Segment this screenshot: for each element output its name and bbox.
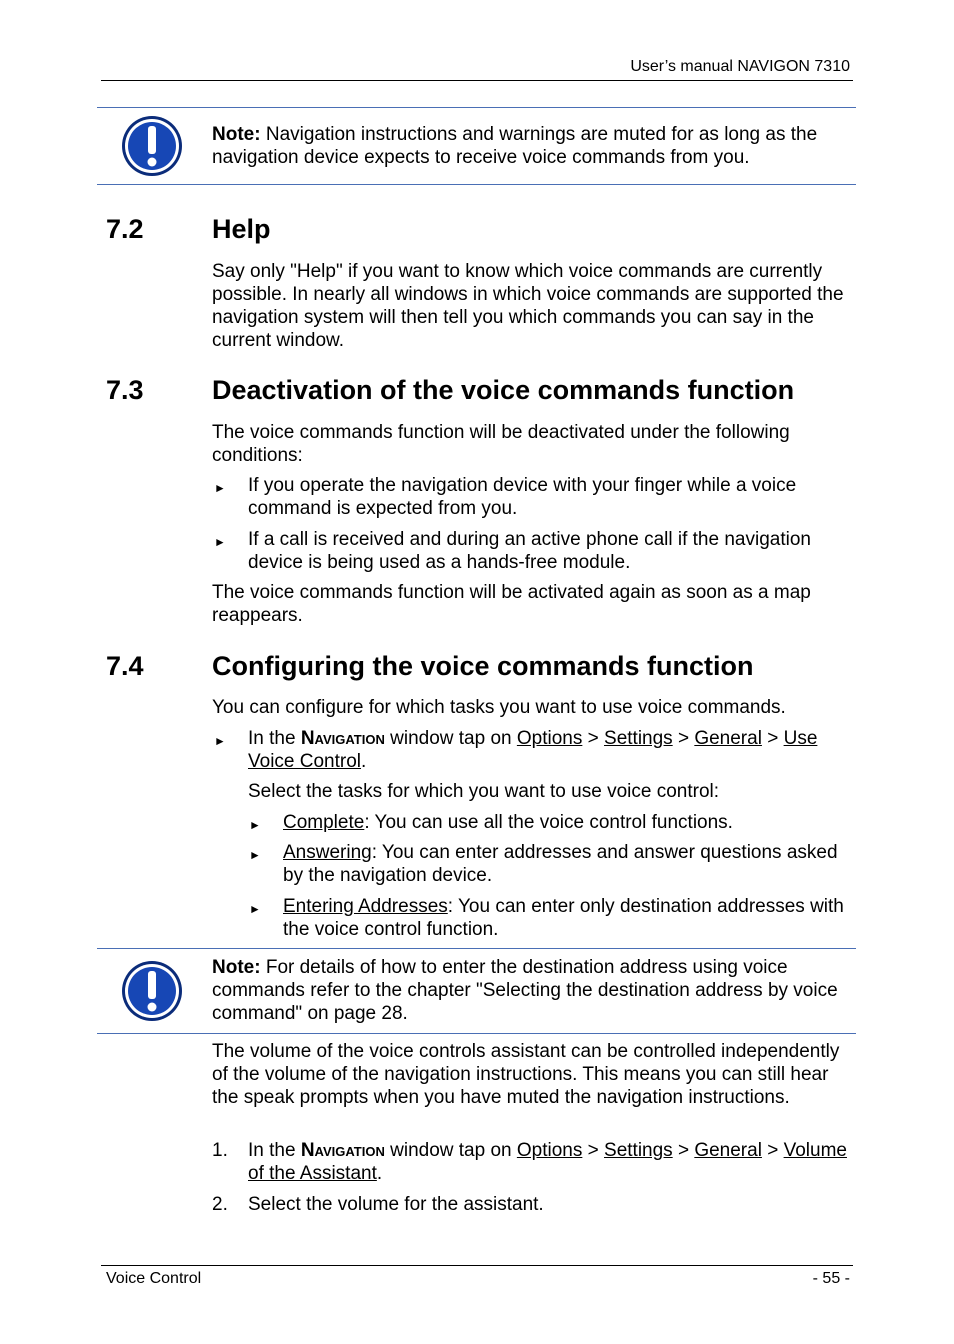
volume-step-1 [248, 1139, 852, 1185]
subitem-complete [283, 811, 852, 834]
exclamation-icon [121, 115, 183, 177]
note2-label: Note: [212, 957, 261, 978]
path-separator: > [672, 728, 695, 749]
options-link[interactable]: Options [516, 728, 583, 749]
settings-link[interactable]: Settings [604, 1140, 673, 1161]
subitem-text: : You can enter addresses and answer questions asked by the navigation device. [283, 842, 838, 886]
section-7-2-title: Help [212, 214, 271, 244]
entering-addresses-option[interactable]: Entering Addresses [283, 896, 448, 917]
step-end: . [361, 751, 367, 772]
general-link[interactable]: General [694, 1140, 762, 1161]
note2-body: For details of how to enter the destination address using voice commands refer to the chapter "Selecting the destination address by voice command" on page 28. [212, 957, 838, 1024]
step-end: . [376, 1163, 383, 1184]
path-separator: > [761, 728, 784, 749]
step-number: 1. [212, 1140, 228, 1161]
note1-text [212, 123, 852, 169]
section-7-4-number: 7.4 [106, 651, 144, 681]
options-link[interactable]: Options [516, 1140, 583, 1161]
section-7-3-para1: The voice commands function will be deactivated under the following conditions: [212, 422, 790, 466]
triangle-right-icon: ► [249, 848, 261, 862]
page-header-title: User’s manual NAVIGON 7310 [630, 58, 850, 75]
section-7-2-number: 7.2 [106, 214, 144, 244]
section-7-4-step [248, 727, 852, 773]
step-prefix: In the [248, 728, 301, 749]
subitem-text: : You can use all the voice control functions. [364, 812, 733, 833]
triangle-right-icon: ► [249, 902, 261, 916]
triangle-right-icon: ► [214, 481, 226, 495]
section-7-3-para2: The voice commands function will be activated again as soon as a map reappears. [212, 582, 811, 626]
note1-body: Navigation instructions and warnings are muted for as long as the navigation device expects to receive voice commands from you. [212, 124, 818, 168]
settings-link[interactable]: Settings [604, 728, 673, 749]
note2-bottom-rule [97, 1033, 856, 1034]
triangle-right-icon: ► [214, 535, 226, 549]
path-separator: > [582, 1140, 605, 1161]
window-name: Navigation [300, 728, 385, 749]
subitem-answering [283, 841, 852, 887]
section-7-3-bullet-2: If a call is received and during an active phone call if the navigation device is being used as a hands-free module. [248, 529, 811, 573]
section-7-3-number: 7.3 [106, 375, 144, 405]
note2-text [212, 956, 852, 1025]
complete-option[interactable]: Complete [283, 812, 365, 833]
exclamation-icon [121, 960, 183, 1022]
step-mid: window tap on [384, 728, 517, 749]
path-separator: > [582, 728, 605, 749]
volume-step-2: Select the volume for the assistant. [248, 1194, 544, 1215]
section-7-4-title: Configuring the voice commands function [212, 651, 754, 681]
window-name: Navigation [300, 1140, 385, 1161]
note1-bottom-rule [97, 184, 856, 185]
path-separator: > [761, 1140, 784, 1161]
path-separator: > [672, 1140, 695, 1161]
footer-rule [101, 1265, 853, 1266]
section-7-3-title: Deactivation of the voice commands function [212, 375, 795, 405]
section-7-4-intro: You can configure for which tasks you want to use voice commands. [212, 697, 786, 718]
step-number: 2. [212, 1194, 228, 1215]
select-tasks-text: Select the tasks for which you want to use voice control: [248, 781, 720, 802]
triangle-right-icon: ► [249, 818, 261, 832]
use-voice-control-link[interactable]: Use Voice Control [248, 728, 818, 772]
footer-chapter: Voice Control [106, 1270, 202, 1287]
header-rule [101, 80, 853, 81]
subitem-entering-addresses [283, 895, 852, 941]
volume-para: The volume of the voice controls assistant can be controlled independently of the volume of the navigation instructions. This means you can still hear the speak prompts when you have muted the navigation instructions. [212, 1041, 840, 1108]
section-7-3-bullet-1: If you operate the navigation device with your finger while a voice command is expected from you. [248, 475, 797, 519]
subitem-text: : You can enter only destination addresses with the voice control function. [283, 896, 844, 940]
note2-top-rule [97, 948, 856, 949]
note1-label: Note: [212, 124, 261, 145]
answering-option[interactable]: Answering [283, 842, 372, 863]
step-prefix: In the [248, 1140, 301, 1161]
page-number: - 55 - [812, 1270, 850, 1287]
note1-top-rule [97, 107, 856, 108]
triangle-right-icon: ► [214, 734, 226, 748]
general-link[interactable]: General [694, 728, 762, 749]
step-mid: window tap on [384, 1140, 517, 1161]
volume-of-assistant-link[interactable]: Volume of the Assistant [248, 1140, 847, 1184]
section-7-2-para: Say only "Help" if you want to know which voice commands are currently possible. In nearly all windows in which voice commands are supported the navigation system will then tell you which commands you can say in the current window. [212, 261, 844, 351]
